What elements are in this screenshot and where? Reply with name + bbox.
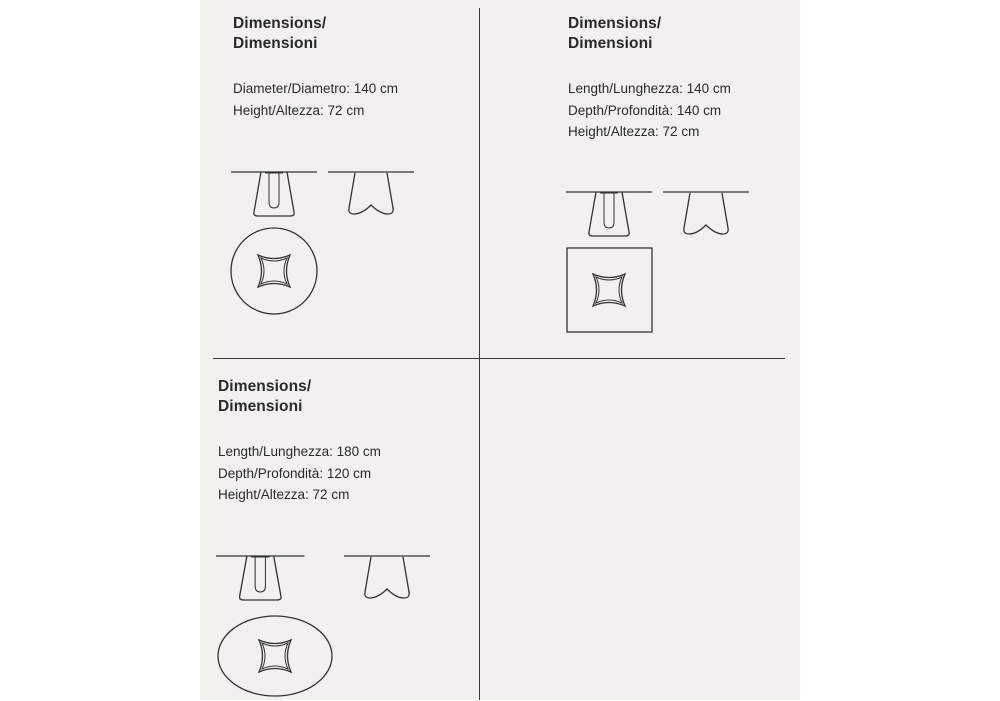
oval-table-drawings	[216, 556, 426, 701]
section-round-table	[233, 14, 398, 121]
side-view-drawing	[663, 192, 749, 234]
front-view-drawing	[216, 556, 305, 600]
square-table-drawings	[566, 192, 756, 337]
section-oval-table	[218, 377, 381, 506]
section-title	[218, 377, 381, 417]
oval-top-plan	[218, 616, 332, 696]
spec-list	[218, 441, 381, 506]
title-line: Dimensions/	[218, 378, 312, 395]
section-title	[233, 14, 398, 54]
spec-height: Height/Altezza: 72 cm	[568, 124, 700, 139]
horizontal-divider	[213, 358, 785, 359]
spec-length: Length/Lunghezza: 180 cm	[218, 444, 381, 459]
spec-depth: Depth/Profondità: 120 cm	[218, 465, 372, 481]
front-view-drawing	[566, 192, 652, 236]
spec-list	[233, 78, 398, 121]
side-view-drawing	[344, 556, 430, 598]
title-line: Dimensioni	[233, 35, 318, 52]
star-base-plan	[259, 640, 291, 672]
star-base-plan	[593, 274, 625, 306]
title-line: Dimensioni	[218, 398, 303, 415]
vertical-divider	[479, 8, 480, 700]
round-table-drawings	[231, 172, 421, 322]
front-view-drawing	[231, 172, 317, 216]
spec-height: Height/Altezza: 72 cm	[218, 487, 350, 502]
round-top-plan	[231, 228, 317, 314]
side-view-drawing	[328, 172, 414, 214]
title-line: Dimensioni	[568, 35, 653, 52]
square-top-plan	[567, 248, 652, 332]
spec-depth: Depth/Profondità: 140 cm	[568, 102, 722, 118]
spec-list	[568, 78, 731, 143]
spec-height: Height/Altezza: 72 cm	[233, 102, 365, 118]
star-base-plan	[258, 255, 290, 287]
title-line: Dimensions/	[568, 15, 662, 32]
spec-diameter: Diameter/Diametro: 140 cm	[233, 81, 399, 96]
section-square-table	[568, 14, 731, 143]
section-title	[568, 14, 731, 54]
spec-length: Length/Lunghezza: 140 cm	[568, 81, 731, 96]
title-line: Dimensions/	[233, 15, 327, 32]
